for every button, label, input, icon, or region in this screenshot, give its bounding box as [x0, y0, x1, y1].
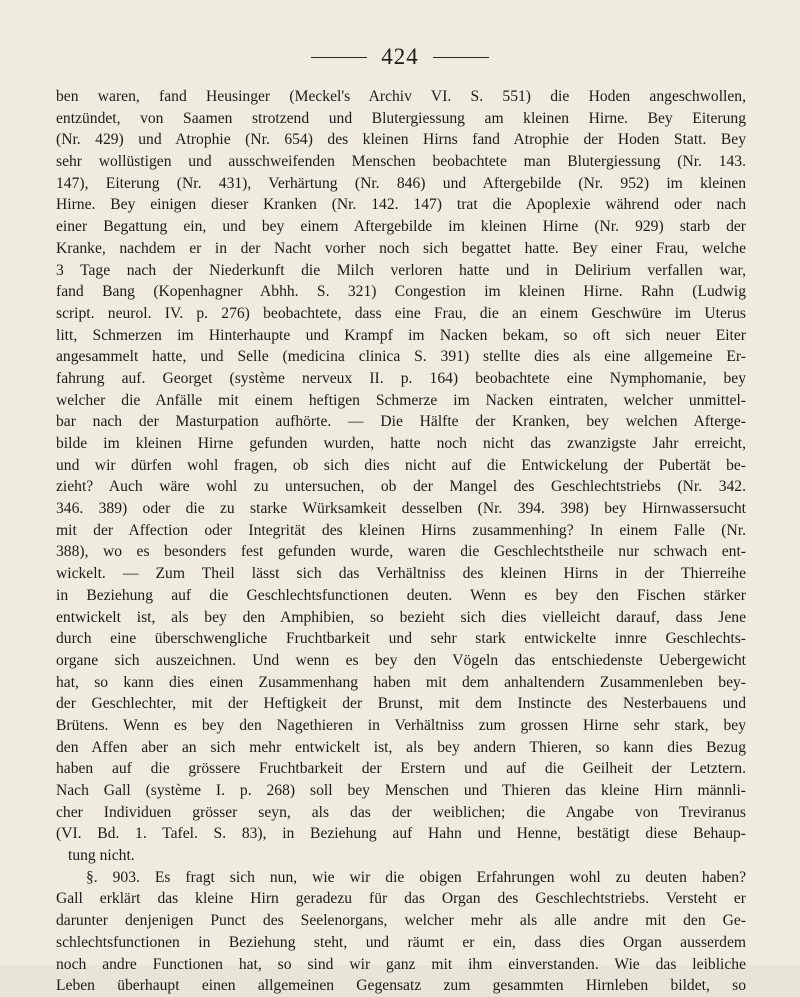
header-rule-right: [433, 57, 489, 58]
text-line: in Beziehung auf die Geschlechtsfunctionen deuten. Wenn es bey den Fischen stärker: [56, 586, 746, 604]
text-line: bilde im kleinen Hirne gefunden wurden, hatte noch nicht das zwanzigste Jahr erreicht,: [56, 435, 746, 452]
text-line: angesammelt hatte, und Selle (medicina clinica S. 391) stellte dies als eine allgemeine Er-: [56, 348, 746, 366]
text-line: organe sich auszeichnen. Und wenn es bey den Vögeln das entschiedenste Uebergewicht: [56, 651, 746, 669]
text-line: hat, so kann dies einen Zusammenhang haben mit dem anhaltendern Zusammenleben bey-: [56, 673, 746, 691]
text-line: fand Bang (Kopenhagner Abhh. S. 321) Congestion im kleinen Hirne. Rahn (Ludwig: [56, 283, 746, 301]
text-line: entwickelt ist, als bey den Amphibien, so bezieht sich dies vielleicht darauf, dass Jene: [56, 608, 746, 626]
text-line: 147), Eiterung (Nr. 431), Verhärtung (Nr. 846) und Aftergebilde (Nr. 952) im kleinen: [56, 174, 746, 192]
text-line: der Geschlechter, mit der Heftigkeit der Brunst, mit dem Instincte des Nesterbauens und: [56, 695, 746, 713]
text-line: tung nicht.: [68, 847, 135, 865]
text-line: Hirne. Bey einigen dieser Kranken (Nr. 142. 147) trat die Apoplexie während oder nach: [56, 196, 746, 214]
text-line: den Affen aber an sich mehr entwickelt ist, als bey andern Thieren, so kann dies Bezug: [56, 738, 746, 756]
text-line: noch andre Functionen hat, so sind wir ganz mit ihm einverstanden. Wie das leibliche: [56, 955, 746, 973]
text-line: und wir dürfen wohl fragen, ob sich dies nicht auf die Entwickelung der Pubertät be-: [56, 456, 746, 474]
section-start-line: §. 903. Es fragt sich nun, wie wir die obigen Erfahrungen wohl zu deuten haben?: [86, 868, 746, 886]
text-line: zieht? Auch wäre wohl zu untersuchen, ob der Mangel des Geschlechtstriebs (Nr. 342.: [56, 478, 746, 496]
text-line: ben waren, fand Heusinger (Meckel's Archiv VI. S. 551) die Hoden angeschwollen,: [56, 88, 746, 105]
text-line: einer Begattung ein, und bey einem Aftergebilde im kleinen Hirne (Nr. 929) starb der: [56, 218, 746, 236]
text-line: Brütens. Wenn es bey den Nagethieren in Verhältniss zum grossen Hirne sehr stark, bey: [56, 716, 746, 734]
text-line: 3 Tage nach der Niederkunft die Milch verloren hatte und in Delirium verfallen war,: [56, 261, 746, 279]
page-header: [0, 42, 800, 72]
text-line: 388), wo es besonders fest gefunden wurde, waren die Geschlechtstheile nur schwach ent-: [56, 543, 746, 561]
text-line: Kranke, nachdem er in der Nacht vorher noch sich begattet hatte. Bey einer Frau, welche: [56, 239, 746, 257]
text-line: script. neurol. IV. p. 276) beobachtete, dass eine Frau, die an einem Geschwüre im Uterus: [56, 304, 746, 322]
text-line: Nach Gall (système I. p. 268) soll bey Menschen und Thieren das kleine Hirn männli-: [56, 782, 746, 799]
text-line: darunter denjenigen Punct des Seelenorgans, welcher mehr als alle andre mit den Ge-: [56, 912, 746, 930]
text-line: mit der Affection oder Integrität des kleinen Hirns zusammenhing? In einem Falle (Nr.: [56, 521, 746, 539]
text-line: welcher die Anfälle mit einem heftigen Schmerze im Nacken eintraten, welcher unmittel-: [56, 391, 746, 409]
text-line: Gall erklärt das kleine Hirn geradezu für das Organ des Geschlechtstriebs. Versteht er: [56, 890, 746, 908]
text-line: entzündet, von Saamen strotzend und Blutergiessung am kleinen Hirne. Bey Eiterung: [56, 109, 746, 127]
text-line: durch eine überschwengliche Fruchtbarkeit und sehr stark entwickelte innre Geschlechts-: [56, 630, 746, 648]
page-body: [56, 86, 746, 997]
text-line: fahrung auf. Georget (système nerveux II. p. 164) beobachtete eine Nymphomanie, bey: [56, 369, 746, 387]
text-line: 346. 389) oder die zu starke Würksamkeit desselben (Nr. 394. 398) bey Hirnwassersucht: [56, 500, 746, 518]
text-line: haben auf die grössere Fruchtbarkeit der Erstern und auf die Geilheit der Letztern.: [56, 760, 746, 778]
text-line: wickelt. — Zum Theil lässt sich das Verhältniss des kleinen Hirns in der Thierreihe: [56, 565, 746, 583]
text-line: sehr wollüstigen und ausschweifenden Menschen beobachtete man Blutergiessung (Nr. 143.: [56, 153, 746, 171]
text-line: Leben überhaupt einen allgemeinen Gegensatz zum gesammten Hirnleben bildet, so: [56, 977, 746, 995]
text-line: bar nach der Masturpation aufhörte. — Die Hälfte der Kranken, bey welchen Afterge-: [56, 413, 746, 431]
text-line: schlechtsfunctionen in Beziehung steht, und räumt er ein, dass dies Organ ausserdem: [56, 933, 746, 951]
text-line: cher Individuen grösser seyn, als das der weiblichen; die Angabe von Treviranus: [56, 803, 746, 821]
text-line: (VI. Bd. 1. Tafel. S. 83), in Beziehung auf Hahn und Henne, bestätigt diese Behaup-: [56, 825, 746, 843]
text-line: (Nr. 429) und Atrophie (Nr. 654) des kleinen Hirns fand Atrophie der Hoden Statt. Bey: [56, 131, 746, 149]
header-rule-left: [311, 57, 367, 58]
text-line: litt, Schmerzen im Hinterhaupte und Krampf im Nacken bekam, so oft sich neuer Eiter: [56, 326, 746, 344]
page-number: 424: [381, 44, 419, 69]
